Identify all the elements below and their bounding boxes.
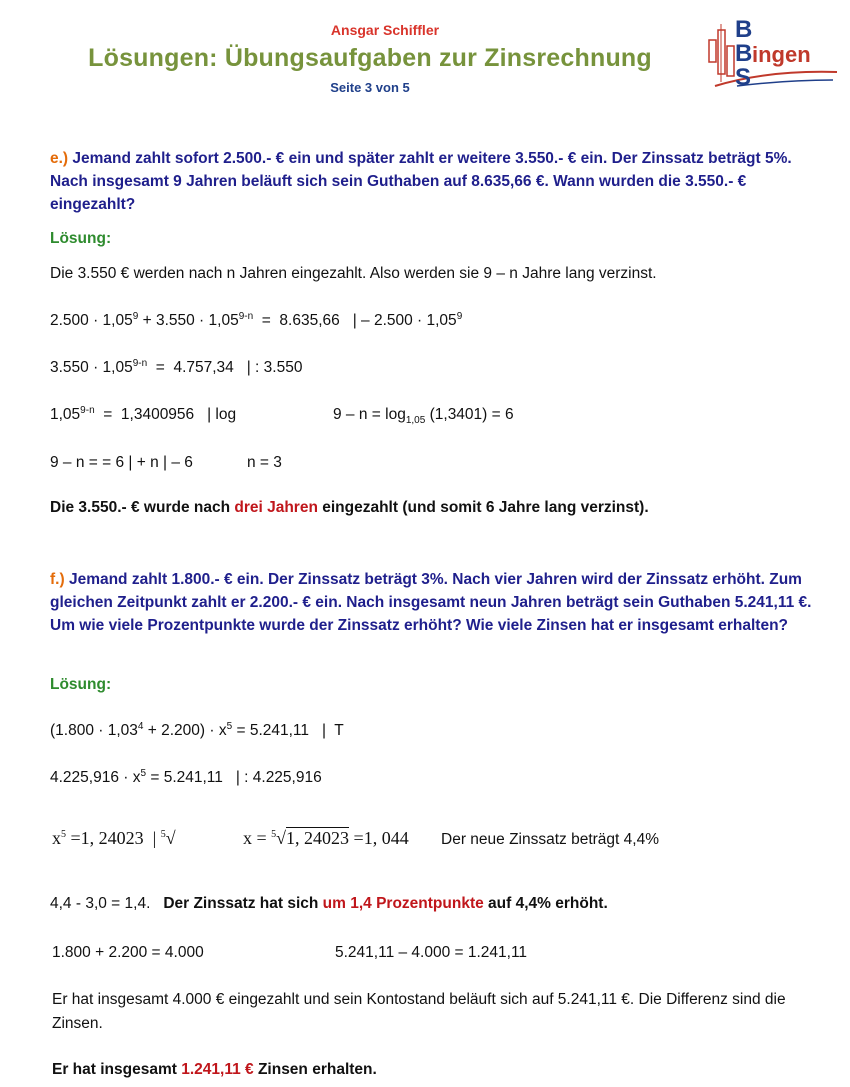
question-e-text: Jemand zahlt sofort 2.500.- € ein und später zahlt er weitere 3.550.- € ein. Der Zinssatz beträgt 5%. Nach insgesamt 9 Jahren beläuft sich sein Guthaben auf 8.635,66 €. Wann wurden die 3.550.- € eingezahlt?: [50, 150, 792, 213]
e-conclusion-part: Die 3.550.- € wurde nach: [50, 499, 235, 516]
f-eq3-part: =1, 24023: [66, 828, 144, 848]
e-eq3-exp: 9-n: [80, 404, 95, 416]
f-line4-part: 4,4 - 3,0 = 1,4.: [50, 895, 164, 912]
e-eq2-part: 3.550 · 1,05: [50, 359, 133, 376]
question-f-text: Jemand zahlt 1.800.- € ein. Der Zinssatz beträgt 3%. Nach vier Jahren wird der Zinssatz erhöht. Zum gleichen Zeitpunkt zahlt er 2.200.- € ein. Nach insgesamt neun Jahren beträgt sein Guthaben 5.241,11 €. Um wie viele Prozentpunkte wurde der Zinssatz erhöht? Wie viele Zinsen hat er insgesamt erhalten?: [50, 571, 812, 634]
question-e: [50, 147, 830, 216]
f-final-answer: [52, 1061, 377, 1079]
author-name: Ansgar Schiffler: [330, 22, 440, 38]
f-eq3-radicand: 1, 24023: [286, 828, 350, 848]
f-eq1-part: + 2.200) · x: [143, 722, 227, 739]
e-eq3-part: 1,05: [50, 406, 81, 423]
f-eq2-part: 4.225,916 · x: [50, 769, 141, 786]
e-eq1-part: 2.500 · 1,05: [50, 312, 133, 329]
question-e-label: e.): [50, 150, 69, 167]
logo-word: ingen: [752, 42, 811, 67]
e-result: n = 3: [247, 454, 282, 471]
e-eq1-exp: 9: [456, 310, 463, 322]
e-eq3-log-base: 1,05: [405, 415, 426, 427]
logo-letter-s: S: [735, 64, 752, 91]
solution-f-label: Lösung:: [50, 676, 112, 693]
question-f: [50, 568, 830, 637]
e-intro: Die 3.550 € werden nach n Jahren eingezahlt. Also werden sie 9 – n Jahre lang verzinst.: [50, 265, 657, 282]
e-conclusion-highlight: drei Jahren: [234, 499, 318, 516]
f-line4-highlight: um 1,4 Prozentpunkte: [322, 895, 484, 912]
f-eq1-exp: 4: [137, 720, 144, 732]
f-eq3-root-index: 5: [160, 829, 166, 840]
e-eq3-log-part: (1,3401) = 6: [425, 406, 514, 423]
f-new-rate: Der neue Zinssatz beträgt 4,4%: [441, 831, 659, 848]
e-conclusion-part: eingezahlt (und somit 6 Jahre lang verzinst).: [317, 499, 649, 516]
f-final-part: Zinsen erhalten.: [253, 1061, 377, 1078]
f-eq3-part: x: [52, 828, 61, 848]
f-sum-deposits: 1.800 + 2.200 = 4.000: [52, 944, 204, 961]
f-equation-1: [50, 722, 344, 740]
f-eq3-root-part: x =: [243, 828, 272, 848]
solution-e-label: Lösung:: [50, 230, 112, 247]
e-eq3-log-part: 9 – n = log: [333, 406, 406, 423]
e-equation-4: 9 – n = = 6 | + n | – 6: [50, 454, 193, 471]
e-eq2-part: = 4.757,34 | : 3.550: [147, 359, 303, 376]
f-eq1-part: (1.800 · 1,03: [50, 722, 138, 739]
f-explanation: Er hat insgesamt 4.000 € eingezahlt und sein Kontostand beläuft sich auf 5.241,11 €. Die Differenz sind die Zinsen.: [52, 991, 786, 1032]
e-eq1-part: + 3.550 · 1,05: [138, 312, 239, 329]
radical-icon: √: [276, 828, 287, 848]
f-eq1-part: = 5.241,11 | T: [232, 722, 344, 739]
f-equation-2: [50, 769, 322, 787]
e-eq1-part: = 8.635,66 | – 2.500 · 1,05: [253, 312, 457, 329]
f-line4-part: Der Zinssatz hat sich: [163, 895, 323, 912]
question-f-label: f.): [50, 571, 65, 588]
e-equation-1: [50, 312, 462, 330]
f-eq1-exp: 5: [226, 720, 233, 732]
e-equation-3: [50, 406, 236, 424]
page-title: Lösungen: Übungsaufgaben zur Zinsrechnung: [88, 44, 652, 72]
e-eq1-exp: 9: [132, 310, 139, 322]
e-eq1-exp: 9-n: [238, 310, 254, 322]
logo-letter-b1: B: [735, 16, 753, 43]
f-eq2-exp: 5: [140, 767, 147, 779]
e-conclusion: [50, 499, 649, 517]
f-eq2-part: = 5.241,11 | : 4.225,916: [146, 769, 322, 786]
f-eq3-root-part: =1, 044: [349, 828, 409, 848]
logo-letter-b2: B: [735, 40, 753, 67]
f-equation-3-root: [243, 828, 409, 849]
f-eq3-root-index: 5: [271, 829, 277, 840]
f-final-highlight: 1.241,11 €: [181, 1061, 254, 1078]
bbs-bingen-logo: [707, 16, 839, 96]
f-line4-part: auf 4,4% erhöht.: [483, 895, 608, 912]
page-indicator: Seite 3 von 5: [330, 80, 410, 95]
f-interest-calc: 5.241,11 – 4.000 = 1.241,11: [335, 944, 528, 961]
f-final-part: Er hat insgesamt: [52, 1061, 182, 1078]
e-eq2-exp: 9-n: [132, 357, 148, 369]
f-eq3-separator: |: [143, 828, 161, 848]
f-difference-line: [50, 895, 608, 913]
e-eq3-part: = 1,3400956 | log: [94, 406, 237, 423]
e-equation-3-log: [333, 406, 514, 427]
e-equation-2: [50, 359, 302, 377]
f-eq3-exp: 5: [61, 829, 66, 840]
radical-icon: √: [165, 828, 176, 848]
f-equation-3: [52, 828, 176, 849]
